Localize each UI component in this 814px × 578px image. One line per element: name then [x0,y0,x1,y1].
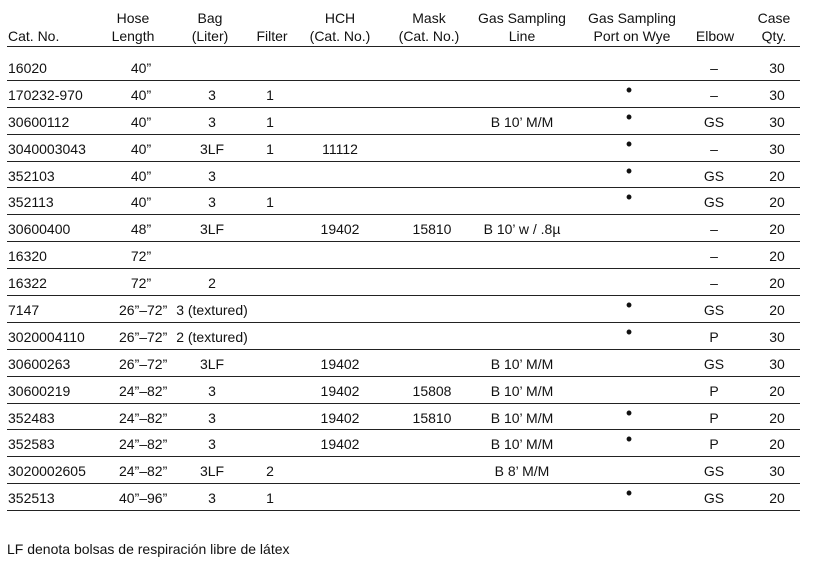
table-row [7,323,800,350]
hose-length-cell: 40” [130,86,152,103]
case-qty-cell: 30 [769,463,785,480]
elbow-cell: P [709,328,719,345]
gas-sampling-port-cell: • [625,321,633,342]
header-line [252,9,292,27]
hose-length-cell: 40” [130,60,152,76]
header-divider [7,46,800,47]
table-row [7,430,800,457]
gas-sampling-port-cell: • [625,106,633,127]
bag-cell: 2 (textured) [176,328,248,345]
cat-no-cell: 30600263 [8,355,71,372]
hose-length-cell: 40”–96” [119,490,168,507]
table-row [7,404,800,431]
table-row [7,377,800,404]
filter-cell: 1 [266,140,274,157]
case-qty-cell: 20 [769,275,785,292]
header-bag [182,9,238,45]
cat-no-cell: 30600400 [8,221,71,238]
hch-cell: 19402 [320,436,360,453]
table-row [7,54,800,81]
table-row [7,135,800,162]
header-line: Port on Wye [593,28,671,44]
header-cat [8,9,59,45]
header-line: (Cat. No.) [309,28,371,44]
cat-no-cell: 16320 [8,248,47,265]
table-row [7,242,800,269]
header-line: HCH [324,10,356,26]
header-line: Cat. No. [8,28,60,44]
elbow-cell: – [710,60,718,76]
header-line [472,9,572,45]
hose-length-cell: 26”–72” [119,302,168,319]
elbow-cell: – [710,140,718,157]
hose-length-cell: 40” [130,140,152,157]
cat-no-cell: 3040003043 [8,140,86,157]
bag-cell: 3 [208,167,216,184]
filter-cell: 1 [266,490,274,507]
hch-cell: 19402 [320,382,360,399]
gas-sampling-line-cell: B 10’ M/M [490,436,554,453]
cat-no-cell: 30600112 [8,113,70,130]
cat-no-cell: 352103 [8,167,55,184]
case-qty-cell: 20 [769,302,785,319]
catalog-table-body [7,54,800,511]
gas-sampling-port-cell: • [625,160,633,181]
mask-cell: 15808 [412,382,452,399]
elbow-cell: GS [703,194,725,211]
table-row [7,484,800,511]
case-qty-cell: 30 [769,86,785,103]
bag-cell: 3 [208,194,216,211]
elbow-cell: – [710,248,718,265]
bag-cell: 3 [208,113,216,130]
gas-sampling-port-cell: • [625,187,633,208]
footnote: LF denota bolsas de respiración libre de látex [7,541,290,557]
gas-sampling-line-cell: B 10’ M/M [490,382,554,399]
mask-cell: 15810 [412,221,452,238]
header-line: Gas Sampling [478,10,566,26]
hose-length-cell: 26”–72” [119,355,168,372]
case-qty-cell: 20 [769,248,785,265]
filter-cell: 1 [266,86,274,103]
table-row [7,296,800,323]
case-qty-cell: 30 [769,355,785,372]
case-qty-cell: 30 [769,140,785,157]
cat-no-cell: 16020 [8,60,47,76]
elbow-cell: P [709,436,719,453]
bag-cell: 3 [208,382,216,399]
cat-no-cell: 3020002605 [8,463,86,480]
hch-cell: 19402 [320,355,360,372]
case-qty-cell: 20 [769,221,785,238]
gas-sampling-line-cell: B 8’ M/M [494,463,550,480]
header-line [690,9,740,27]
header-line: Qty. [761,28,787,44]
header-hch [305,9,375,45]
cat-no-cell: 352483 [8,409,55,426]
table-row [7,81,800,108]
elbow-cell: – [710,275,718,292]
elbow-cell: GS [703,355,725,372]
gas-sampling-port-cell: • [625,483,633,504]
table-row [7,269,800,296]
header-qty [752,9,796,45]
cat-no-cell: 7147 [8,302,40,319]
elbow-cell: – [710,86,718,103]
bag-cell: 3LF [199,140,225,157]
hch-cell: 19402 [320,409,360,426]
elbow-cell: P [709,382,719,399]
filter-cell: 1 [266,113,274,130]
hch-cell: 11112 [322,140,358,157]
case-qty-cell: 30 [769,60,785,76]
table-row [7,162,800,189]
cat-no-cell: 352513 [8,490,55,507]
bag-cell: 3 [208,409,216,426]
table-row [7,350,800,377]
header-line: (Liter) [191,28,229,44]
hose-length-cell: 48” [130,221,152,238]
cat-no-cell: 3020004110 [8,328,85,345]
header-line: (Cat. No.) [398,28,460,44]
table-row [7,108,800,135]
bag-cell: 3LF [199,355,225,372]
cat-no-cell: 16322 [8,275,47,292]
bag-cell: 3 [208,490,216,507]
hose-length-cell: 40” [130,113,152,130]
filter-cell: 1 [266,194,274,211]
gas-sampling-port-cell: • [625,133,633,154]
header-line: Bag [197,10,223,26]
gas-sampling-line-cell: B 10’ M/M [490,409,554,426]
case-qty-cell: 20 [769,436,785,453]
hch-cell: 19402 [320,221,360,238]
elbow-cell: GS [703,113,725,130]
header-length [108,9,158,45]
cat-no-cell: 30600219 [8,382,71,399]
bag-cell: 3LF [199,463,225,480]
gas-sampling-port-cell: • [625,402,633,423]
header-line [8,9,59,27]
hose-length-cell: 40” [130,194,152,211]
gas-sampling-port-cell: • [625,429,633,450]
table-row [7,215,800,242]
header-line: Elbow [695,28,735,44]
hose-length-cell: 40” [130,167,152,184]
header-port [582,9,682,45]
cat-no-cell: 352113 [8,194,54,211]
hose-length-cell: 24”–82” [119,382,168,399]
hose-length-cell: 24”–82” [119,409,168,426]
table-row [7,457,800,484]
bag-cell: 3 (textured) [176,302,248,319]
header-elbow [690,9,740,45]
case-qty-cell: 30 [769,113,785,130]
hose-length-cell: 24”–82” [119,463,168,480]
elbow-cell: GS [703,302,725,319]
hose-length-cell: 26”–72” [119,328,168,345]
hose-length-cell: 24”–82” [119,436,168,453]
case-qty-cell: 30 [769,328,785,345]
header-mask [394,9,464,45]
case-qty-cell: 20 [769,382,785,399]
elbow-cell: GS [703,167,725,184]
bag-cell: 3LF [199,221,225,238]
case-qty-cell: 20 [769,194,785,211]
header-line: Length [111,28,155,44]
bag-cell: 3 [208,436,216,453]
header-line: Line [508,28,536,44]
elbow-cell: – [710,221,718,238]
elbow-cell: P [709,409,719,426]
bag-cell: 2 [208,275,216,292]
gas-sampling-port-cell: • [625,295,633,316]
gas-sampling-line-cell: B 10’ M/M [490,355,554,372]
case-qty-cell: 20 [769,490,785,507]
case-qty-cell: 20 [769,409,785,426]
header-line: Hose [116,10,150,26]
cat-no-cell: 170232-970 [8,86,83,103]
gas-sampling-line-cell: B 10’ w / .8µ [483,221,561,238]
bag-cell: 3 [208,86,216,103]
elbow-cell: GS [703,490,725,507]
gas-sampling-line-cell: B 10’ M/M [490,113,554,130]
header-line: Gas Sampling [588,10,676,26]
header-line: Filter [256,28,288,44]
hose-length-cell: 72” [130,248,152,265]
elbow-cell: GS [703,463,725,480]
gas-sampling-port-cell: • [625,79,633,100]
header-filter [252,9,292,45]
filter-cell: 2 [266,463,274,480]
mask-cell: 15810 [412,409,452,426]
cat-no-cell: 352583 [8,436,55,453]
table-row [7,188,800,215]
hose-length-cell: 72” [130,275,152,292]
header-line: Mask [412,10,446,26]
case-qty-cell: 20 [769,167,785,184]
header-line: Case [757,10,791,26]
